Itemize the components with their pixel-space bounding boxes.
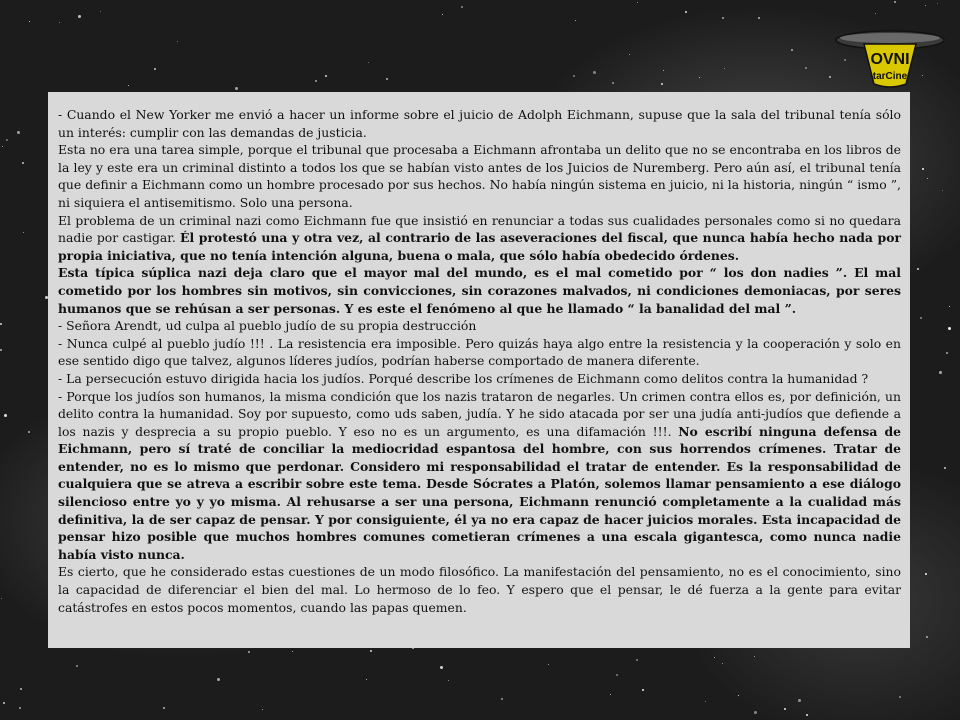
star [663,70,664,71]
star [575,20,576,21]
text-segment: - Nunca culpé al pueblo judío !!! . La resistencia era imposible. Pero quizás haya algo entre la resistencia y la cooperación y solo en ese sentido digo que talvez, algunos líderes judíos, podrían haberse comportado de manera diferente. [58,335,901,369]
paragraph [58,106,901,141]
star [28,431,30,433]
star [442,14,443,15]
star [612,82,614,84]
star [78,15,81,18]
star [899,696,901,698]
text-segment: - Cuando el New Yorker me envió a hacer un informe sobre el juicio de Adolph Eichmann, supuse que la sala del tribunal tenía sólo un interés: cumplir con las demandas de justicia. [58,107,901,140]
star [685,11,687,13]
star [798,699,801,702]
star [248,651,250,653]
star [20,688,22,690]
star [806,714,808,716]
paragraph [58,264,901,317]
star [922,168,924,170]
text-segment: Es cierto, que he considerado estas cuestiones de un modo filosófico. La manifestación del pensamiento, no es el conocimiento, sino la capacidad de diferenciar el bien del mal. Lo hermoso de lo feo. Y espero que el pensar, le dé fuerza a la gente para evitar catástrofes en estos pocos momentos, cuando las papas quemen. [58,564,901,615]
paragraph [58,141,901,211]
paragraph [58,317,901,335]
star [501,698,503,700]
star [926,636,928,638]
star [705,701,706,702]
star [616,674,618,676]
star [754,711,757,714]
bold-text-segment: No escribí ninguna defensa de Eichmann, pero sí traté de conciliar la mediocridad espantosa del hombre, con sus horrendos crímenes. Tratar de entender, no es lo mismo que perdonar. Considero mi responsabilidad el tratar de entender. Es la responsabilidad de cualquiera que se atreva a escribir sobre este tema. Desde Sócrates a Platón, solemos llamar pensamiento a ese diálogo silencioso entre yo y yo misma. Al rehusarse a ser una persona, Eichmann renunció completamente a la cualidad más definitiva, la de ser capaz de pensar. Y por consiguiente, él ya no era capaz de hacer juicios morales. Esta incapacidad de pensar hizo posible que muchos hombres comunes cometieran crímenes a una escala gigantesca, como nunca nadie había visto nunca. [58,423,901,562]
star [4,414,7,417]
star [784,708,786,710]
text-segment: Esta no era una tarea simple, porque el tribunal que procesaba a Eichmann afrontaba un delito que no se encontraba en los libros de la ley y este era un criminal distinto a todos los que se habían visto antes de los Juicios de Nuremberg. Pero aún así, el tribunal tenía que definir a Eichmann como un hombre procesado por sus hechos. No había ningún sistema en juicio, ni la historia, ningún “ ismo ”, ni siquiera el antisemitismo. Solo una persona. [58,142,901,210]
star [636,659,638,661]
star [29,21,30,22]
star [292,651,293,652]
star [949,306,950,307]
star [946,352,948,354]
star [925,5,926,6]
star [937,3,938,4]
star [325,75,327,77]
article-panel [48,92,910,648]
star [1,598,2,599]
star [714,657,715,658]
star [548,664,549,665]
star [19,707,21,709]
star [23,232,24,233]
star [235,87,238,90]
svg-text:tarCine: tarCine [872,71,908,82]
star [758,17,760,19]
star [163,707,165,709]
star [0,349,2,351]
paragraph [58,212,901,265]
text-segment: El problema de un criminal nazi como Eichmann fue que insistió en renunciar a todas sus cualidades personales como si no quedara nadie por castigar. [58,212,901,246]
star [925,573,927,575]
star [370,650,372,652]
star [177,41,178,42]
ovni-tarcine-logo[interactable] [834,18,946,90]
star [368,62,369,63]
star [722,17,724,19]
star [642,689,644,691]
star [948,327,951,330]
star [76,665,78,667]
star [829,76,831,78]
star [262,709,263,710]
text-segment: - La persecución estuvo dirigida hacia los judíos. Porqué describe los crímenes de Eichmann como delitos contra la humanidad ? [58,370,869,386]
star [22,162,24,164]
star [927,178,928,179]
star [315,80,317,82]
star [637,2,638,3]
star [944,467,946,469]
star [805,67,807,69]
interview-text [58,106,901,616]
star [17,131,20,134]
star [386,78,388,80]
star [440,666,443,669]
bold-text-segment: Esta típica súplica nazi deja claro que el mayor mal del mundo, es el mal cometido por “ los don nadies ”. El mal cometido por los hombres sin motivos, sin convicciones, sin corazones malvados, ni condiciones demoniacas, por seres humanos que se rehúsan a ser personas. Y es este el fenómeno al que he llamado “ la banalidad del mal ”. [58,265,901,316]
star [724,68,725,69]
star [593,71,596,74]
star [448,680,449,681]
paragraph [58,335,901,370]
star [2,146,3,147]
star [366,679,367,680]
paragraph [58,563,901,616]
star [791,49,793,51]
star [59,22,60,23]
paragraph [58,388,901,564]
text-segment: - Porque los judíos son humanos, la misma condición que los nazis trataron de negarles. Un crimen contra ellos es, por definición, un delito contra la humanidad. Soy por supuesto, como uds saben, judía. Y he sido atacada por ser una judía anti-judíos que defiende a los nazis y desprecia a su propio pueblo. Y eso no es un argumento, es una difamación !!!. [58,388,901,439]
star [573,75,575,77]
star [217,678,220,681]
star [661,83,663,85]
star [699,77,700,78]
star [154,68,156,70]
star [754,656,755,657]
star [610,694,611,695]
star [920,317,922,319]
star [461,6,463,8]
star [0,323,2,325]
svg-text:OVNI: OVNI [870,51,910,68]
star [128,85,129,86]
bold-text-segment: Él protestó una y otra vez, al contrario de las aseveraciones del fiscal, que nunca había hecho nada por propia iniciativa, que no tenía intención alguna, buena o mala, que sólo había obedecido órdenes. [58,230,902,263]
star [722,663,723,664]
star [3,702,5,704]
star [738,695,739,696]
star [6,139,8,141]
star [939,371,942,374]
star [629,54,630,55]
paragraph [58,370,901,388]
text-segment: - Señora Arendt, ud culpa al pueblo judío de su propia destrucción [58,318,477,334]
star [942,190,943,191]
star [917,268,919,270]
star [875,13,876,14]
star [894,1,896,3]
star [100,11,101,12]
